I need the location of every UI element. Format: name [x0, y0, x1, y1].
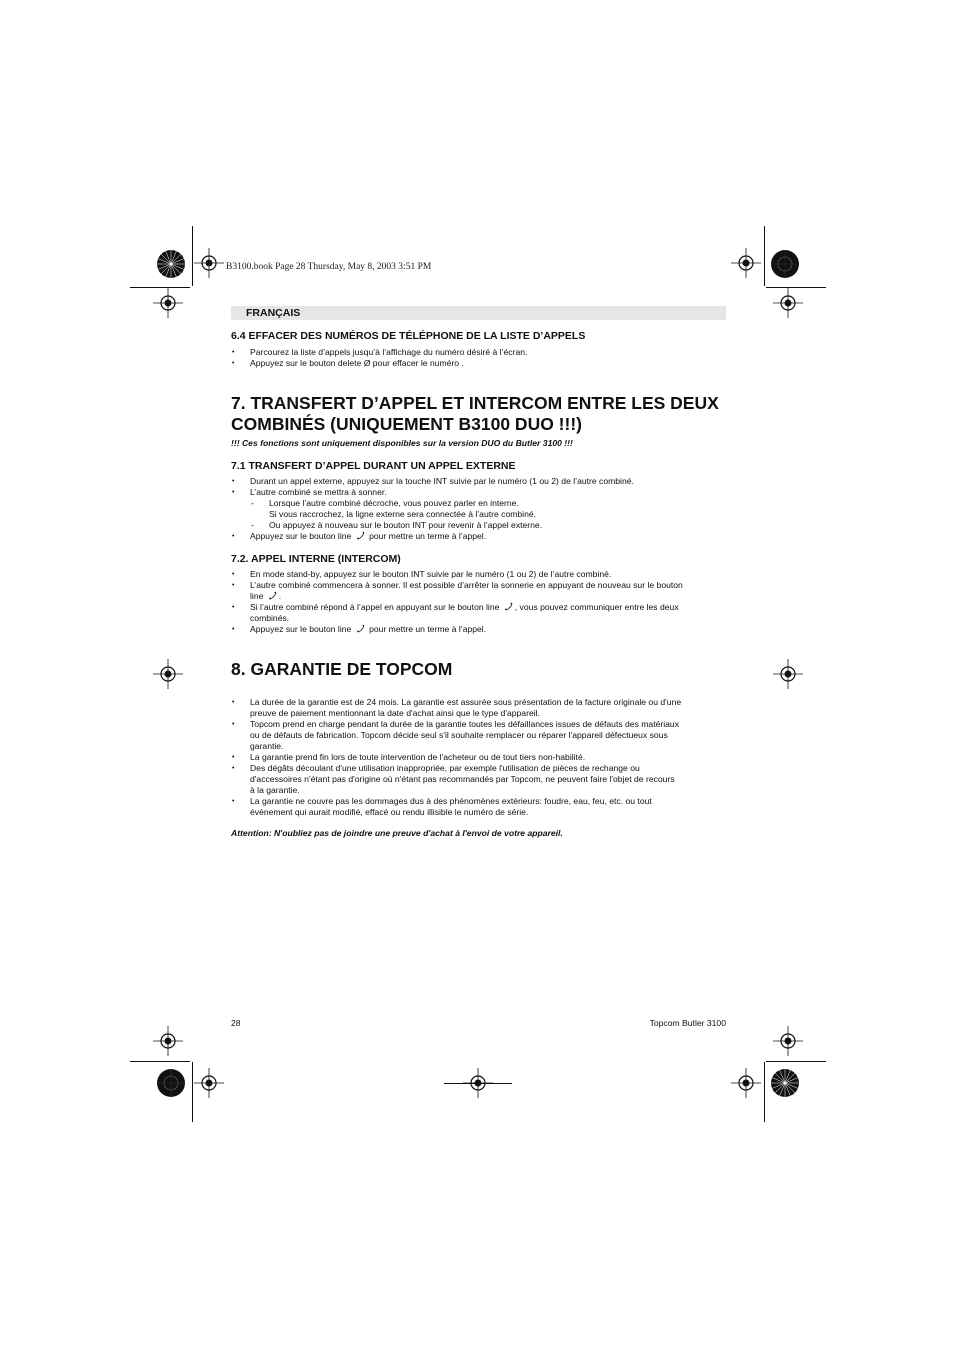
- section-7-2-list: [231, 569, 731, 635]
- starburst-mark: [770, 1068, 800, 1098]
- starburst-mark: [156, 1068, 186, 1098]
- registration-mark: [731, 248, 761, 278]
- list-item: • La durée de la garantie est de 24 mois. La garantie est assurée sous présentation de la facture originale ou d'une preuve de paiement mentionnant la date d'achat ainsi que le type d'appareil.: [231, 697, 731, 719]
- language-label: FRANÇAIS: [246, 307, 301, 319]
- registration-mark: [153, 1026, 183, 1056]
- registration-mark: [773, 1026, 803, 1056]
- language-bar: [231, 306, 726, 320]
- list-item: • Parcourez la liste d’appels jusqu’à l’affichage du numéro désiré à l’écran.: [231, 347, 731, 358]
- sub-list-item-cont: Si vous raccrochez, la ligne externe sera connectée à l’autre combiné.: [269, 509, 537, 519]
- list-item: • Appuyez sur le bouton delete Ø pour effacer le numéro .: [231, 358, 731, 369]
- starburst-mark: [770, 249, 800, 279]
- list-item: • Durant un appel externe, appuyez sur la touche INT suivie par le numéro (1 ou 2) de l’autre combiné.: [231, 476, 731, 487]
- starburst-mark: [156, 249, 186, 279]
- registration-mark: [773, 288, 803, 318]
- section-7-title-line2: COMBINÉS (UNIQUEMENT B3100 DUO !!!): [231, 414, 582, 434]
- crop-mark: [766, 1061, 826, 1062]
- attention-note: Attention: N'oubliez pas de joindre une preuve d'achat à l'envoi de votre appareil.: [231, 828, 563, 838]
- registration-mark: [153, 288, 183, 318]
- crop-mark: [444, 1083, 512, 1084]
- footer-product: Topcom Butler 3100: [649, 1018, 726, 1028]
- list-item: • En mode stand-by, appuyez sur le bouton INT suivie par le numéro (1 ou 2) de l’autre combiné.: [231, 569, 731, 580]
- registration-mark: [194, 1068, 224, 1098]
- crop-mark: [764, 1062, 765, 1122]
- section-7-1-heading: 7.1 TRANSFERT D’APPEL DURANT UN APPEL EXTERNE: [231, 460, 516, 472]
- crop-mark: [130, 1061, 190, 1062]
- list-item: • Appuyez sur le bouton line pour mettre un terme à l’appel.: [231, 624, 731, 635]
- print-info: B3100.book Page 28 Thursday, May 8, 2003 3:51 PM: [226, 262, 432, 272]
- section-8-title: 8. GARANTIE DE TOPCOM: [231, 659, 453, 679]
- list-item: • Si l’autre combiné répond à l’appel en appuyant sur le bouton line , vous pouvez communiquer entre les deux combinés.: [231, 602, 731, 624]
- crop-mark: [192, 1062, 193, 1122]
- registration-mark: [153, 659, 183, 689]
- registration-mark: [194, 248, 224, 278]
- list-item: • Topcom prend en charge pendant la durée de la garantie toutes les défaillances issues de défauts des matériaux ou de défauts de fabrication. Topcom décide seul s'il souhaite remplacer ou réparer l'appareil défectueux sous garantie.: [231, 719, 731, 752]
- section-7-2-heading: 7.2. APPEL INTERNE (INTERCOM): [231, 553, 401, 565]
- section-7-title-line1: 7. TRANSFERT D’APPEL ET INTERCOM ENTRE LES DEUX: [231, 393, 719, 413]
- list-item: • L’autre combiné commencera à sonner. Il est possible d’arrêter la sonnerie en appuyant de nouveau sur le bouton line .: [231, 580, 731, 602]
- section-7-title: [231, 393, 719, 435]
- page-number: 28: [231, 1018, 241, 1028]
- duo-note: !!! Ces fonctions sont uniquement disponibles sur la version DUO du Butler 3100 !!!: [231, 438, 573, 448]
- list-item: • Des dégâts découlant d'une utilisation inappropriée, par exemple l'utilisation de pièces de rechange ou d'accessoires n'étant pas d'origine où n'étant pas recommandés par Topcom, ne peuvent faire l'objet de recours à la garantie.: [231, 763, 731, 796]
- sub-list-item: - Ou appuyez à nouveau sur le bouton INT pour revenir à l’appel externe.: [231, 520, 731, 531]
- section-6-4-heading: 6.4 EFFACER DES NUMÉROS DE TÉLÉPHONE DE LA LISTE D’APPELS: [231, 330, 586, 342]
- crop-mark: [192, 226, 193, 286]
- list-item: • La garantie prend fin lors de toute intervention de l'acheteur ou de tout tiers non-habilité.: [231, 752, 731, 763]
- registration-mark: [731, 1068, 761, 1098]
- phone-handset-icon: [268, 591, 277, 600]
- phone-handset-icon: [356, 531, 365, 540]
- phone-handset-icon: [504, 602, 513, 611]
- list-item: • Appuyez sur le bouton line pour mettre un terme à l’appel.: [231, 531, 731, 542]
- section-7-1-list: [231, 476, 731, 542]
- list-item: • La garantie ne couvre pas les dommages dus à des phénomènes extérieurs: foudre, eau, feu, etc. ou tout évènement qui aurait modifié, effacé ou rendu illisible le numéro de série.: [231, 796, 731, 818]
- registration-mark: [773, 659, 803, 689]
- list-item: • L’autre combiné se mettra à sonner.: [231, 487, 731, 498]
- sub-list-item: - Lorsque l’autre combiné décroche, vous pouvez parler en interne.: [231, 498, 731, 509]
- crop-mark: [764, 226, 765, 286]
- section-6-4-list: [231, 347, 731, 369]
- section-8-list: [231, 697, 731, 818]
- phone-handset-icon: [356, 624, 365, 633]
